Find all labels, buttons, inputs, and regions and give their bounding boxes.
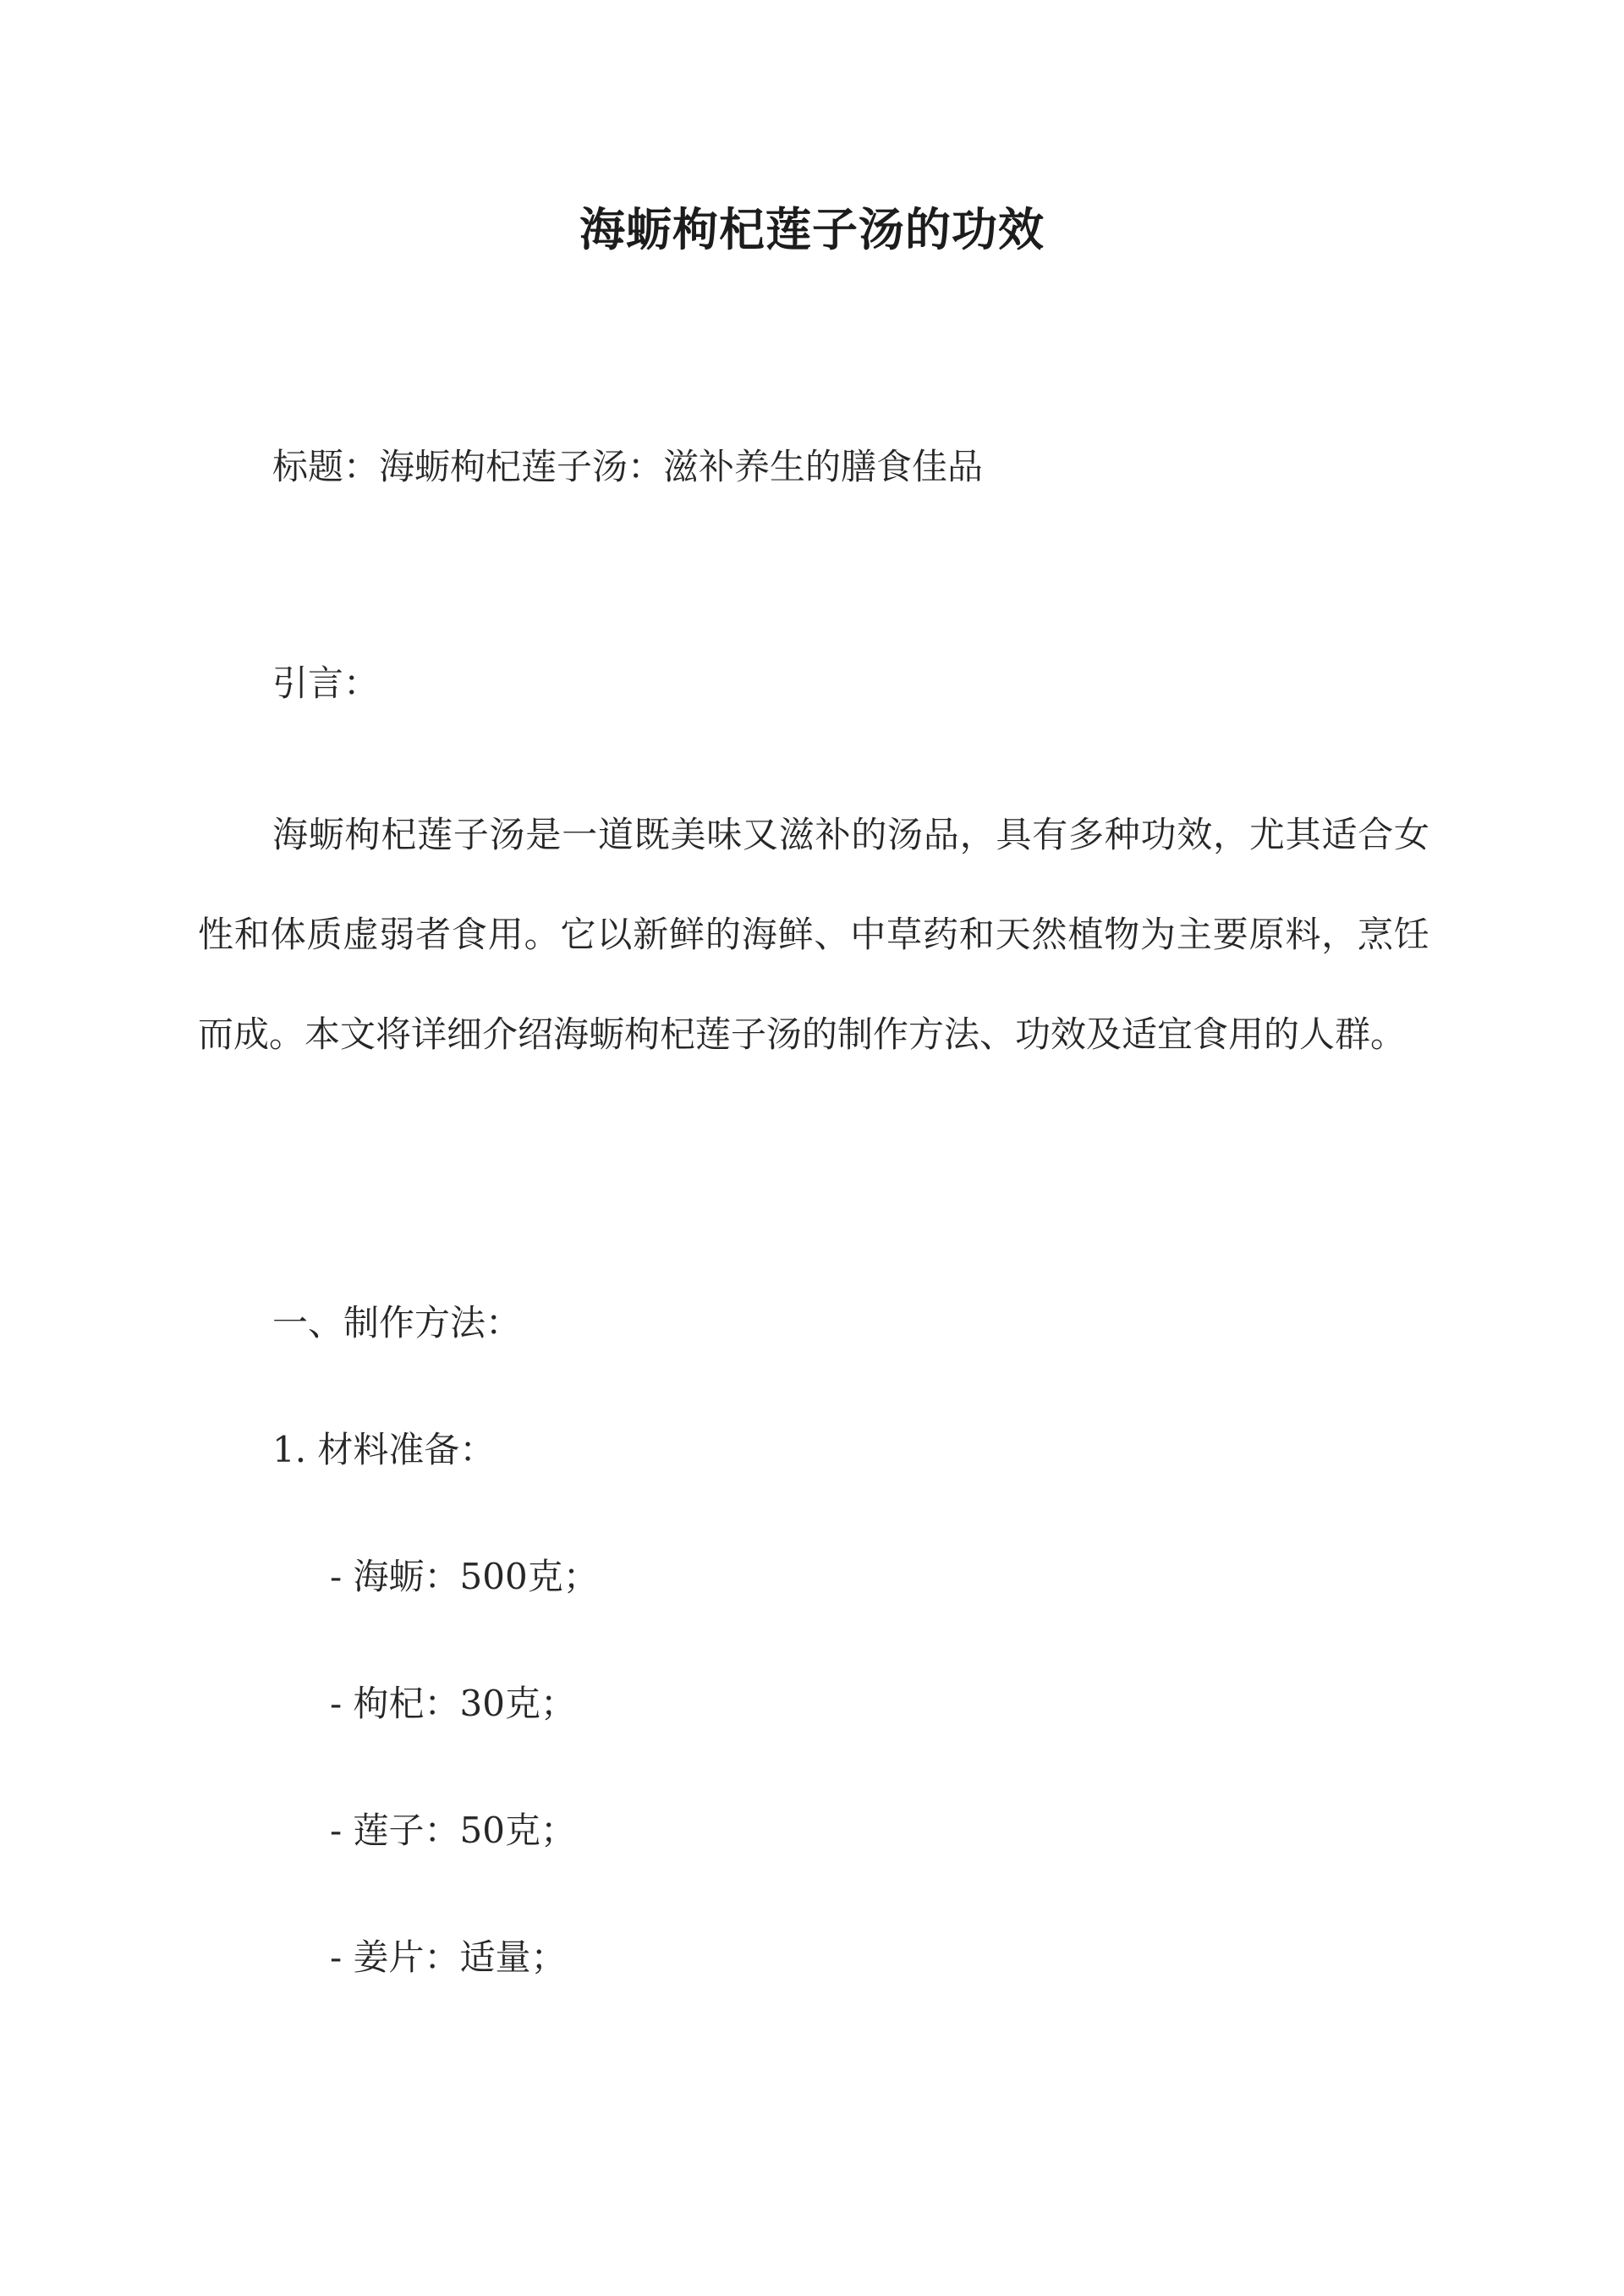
ingredient-item-lotus-seed: - 莲子：50克； (330, 1810, 576, 1851)
ingredient-item-goji: - 枸杞：30克； (330, 1683, 576, 1724)
document-title: 海蛎枸杞莲子汤的功效 (579, 202, 1045, 256)
section-heading-method: 一、制作方法： (272, 1302, 522, 1343)
intro-label: 引言： (272, 662, 380, 704)
ingredient-item-ginger: - 姜片：适量； (330, 1936, 567, 1978)
subtitle-line: 标题：海蛎枸杞莲子汤：滋补养生的膳食佳品 (272, 446, 984, 487)
step-heading-materials: 1. 材料准备： (272, 1429, 496, 1470)
intro-paragraph: 海蛎枸杞莲子汤是一道既美味又滋补的汤品，具有多种功效，尤其适合女性和体质虚弱者食用。它以新鲜的海鲜、中草药和天然植物为主要原料，烹饪而成。本文将详细介绍海蛎枸杞莲子汤的制作方法、功效及适宜食用的人群。 (198, 814, 1429, 1055)
ingredient-item-oyster: - 海蛎：500克； (330, 1556, 599, 1597)
